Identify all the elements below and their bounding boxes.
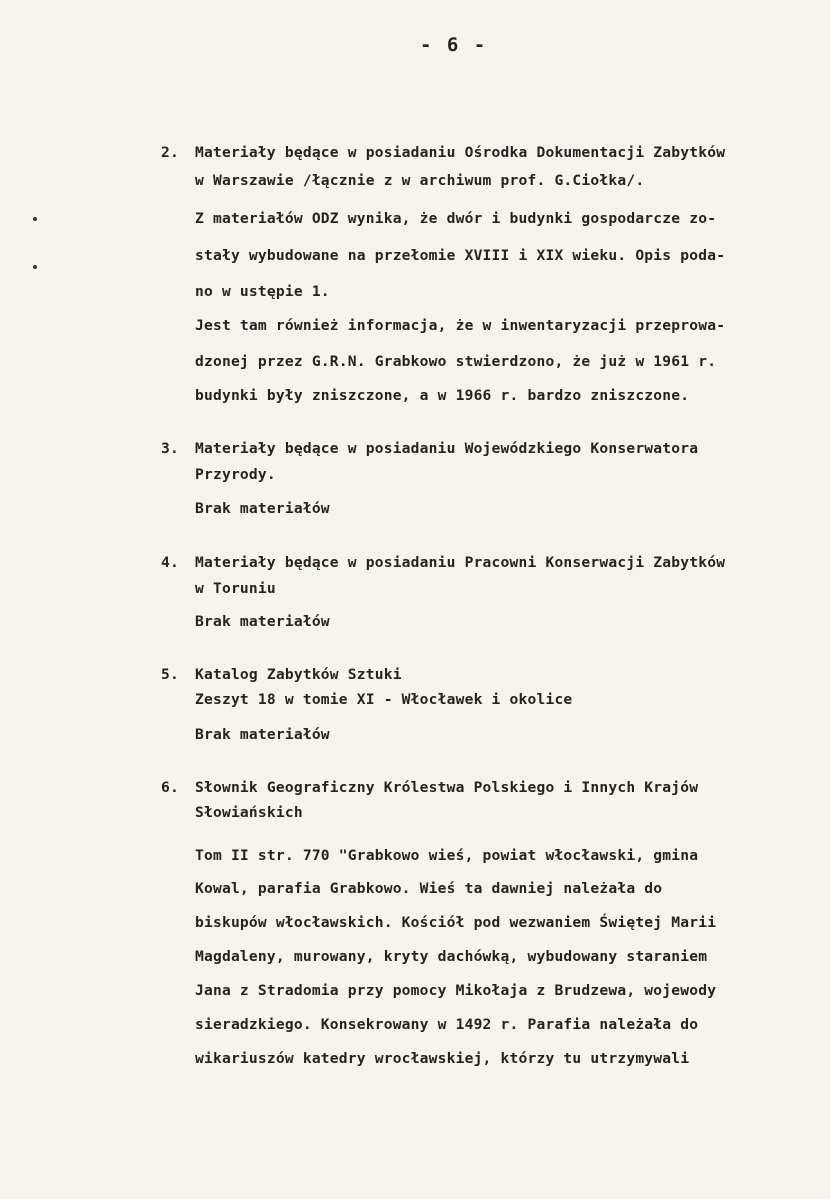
item-number: 4. bbox=[161, 554, 179, 571]
item-heading-line: w Toruniu bbox=[195, 580, 276, 597]
item-heading-line: w Warszawie /łącznie z w archiwum prof. G.Ciołka/. bbox=[195, 172, 645, 189]
item-heading-line: Zeszyt 18 w tomie XI - Włocławek i okolice bbox=[195, 691, 573, 708]
item-heading-line: Słowiańskich bbox=[195, 804, 303, 821]
margin-mark bbox=[33, 217, 37, 221]
item-heading-line: Przyrody. bbox=[195, 466, 276, 483]
body-line: dzonej przez G.R.N. Grabkowo stwierdzono, że już w 1961 r. bbox=[195, 353, 717, 370]
item-heading-line: Materiały będące w posiadaniu Pracowni Konserwacji Zabytków bbox=[195, 554, 726, 571]
item-number: 5. bbox=[161, 666, 179, 683]
body-line: Magdaleny, murowany, kryty dachówką, wybudowany staraniem bbox=[195, 948, 708, 965]
body-line: sieradzkiego. Konsekrowany w 1492 r. Parafia należała do bbox=[195, 1016, 699, 1033]
body-line: Jest tam również informacja, że w inwentaryzacji przeprowa- bbox=[195, 317, 726, 334]
item-heading-line: Katalog Zabytków Sztuki bbox=[195, 666, 402, 683]
body-line: Kowal, parafia Grabkowo. Wieś ta dawniej należała do bbox=[195, 880, 663, 897]
item-number: 3. bbox=[161, 440, 179, 457]
body-line: budynki były zniszczone, a w 1966 r. bardzo zniszczone. bbox=[195, 387, 690, 404]
body-line: stały wybudowane na przełomie XVIII i XIX wieku. Opis poda- bbox=[195, 247, 726, 264]
item-heading-line: Materiały będące w posiadaniu Ośrodka Dokumentacji Zabytków bbox=[195, 144, 726, 161]
item-heading-line: Materiały będące w posiadaniu Wojewódzkiego Konserwatora bbox=[195, 440, 699, 457]
body-line: Brak materiałów bbox=[195, 726, 330, 743]
body-line: Brak materiałów bbox=[195, 613, 330, 630]
body-line: biskupów włocławskich. Kościół pod wezwaniem Świętej Marii bbox=[195, 914, 717, 931]
body-line: Brak materiałów bbox=[195, 500, 330, 517]
margin-mark bbox=[33, 265, 37, 269]
body-line: Z materiałów ODZ wynika, że dwór i budynki gospodarcze zo- bbox=[195, 210, 717, 227]
body-line: Jana z Stradomia przy pomocy Mikołaja z Brudzewa, wojewody bbox=[195, 982, 717, 999]
body-line: Tom II str. 770 "Grabkowo wieś, powiat włocławski, gmina bbox=[195, 847, 699, 864]
body-line: wikariuszów katedry wrocławskiej, którzy tu utrzymywali bbox=[195, 1050, 690, 1067]
item-heading-line: Słownik Geograficzny Królestwa Polskiego i Innych Krajów bbox=[195, 779, 699, 796]
item-number: 2. bbox=[161, 144, 179, 161]
body-line: no w ustępie 1. bbox=[195, 283, 330, 300]
item-number: 6. bbox=[161, 779, 179, 796]
page-number: - 6 - bbox=[420, 34, 488, 56]
